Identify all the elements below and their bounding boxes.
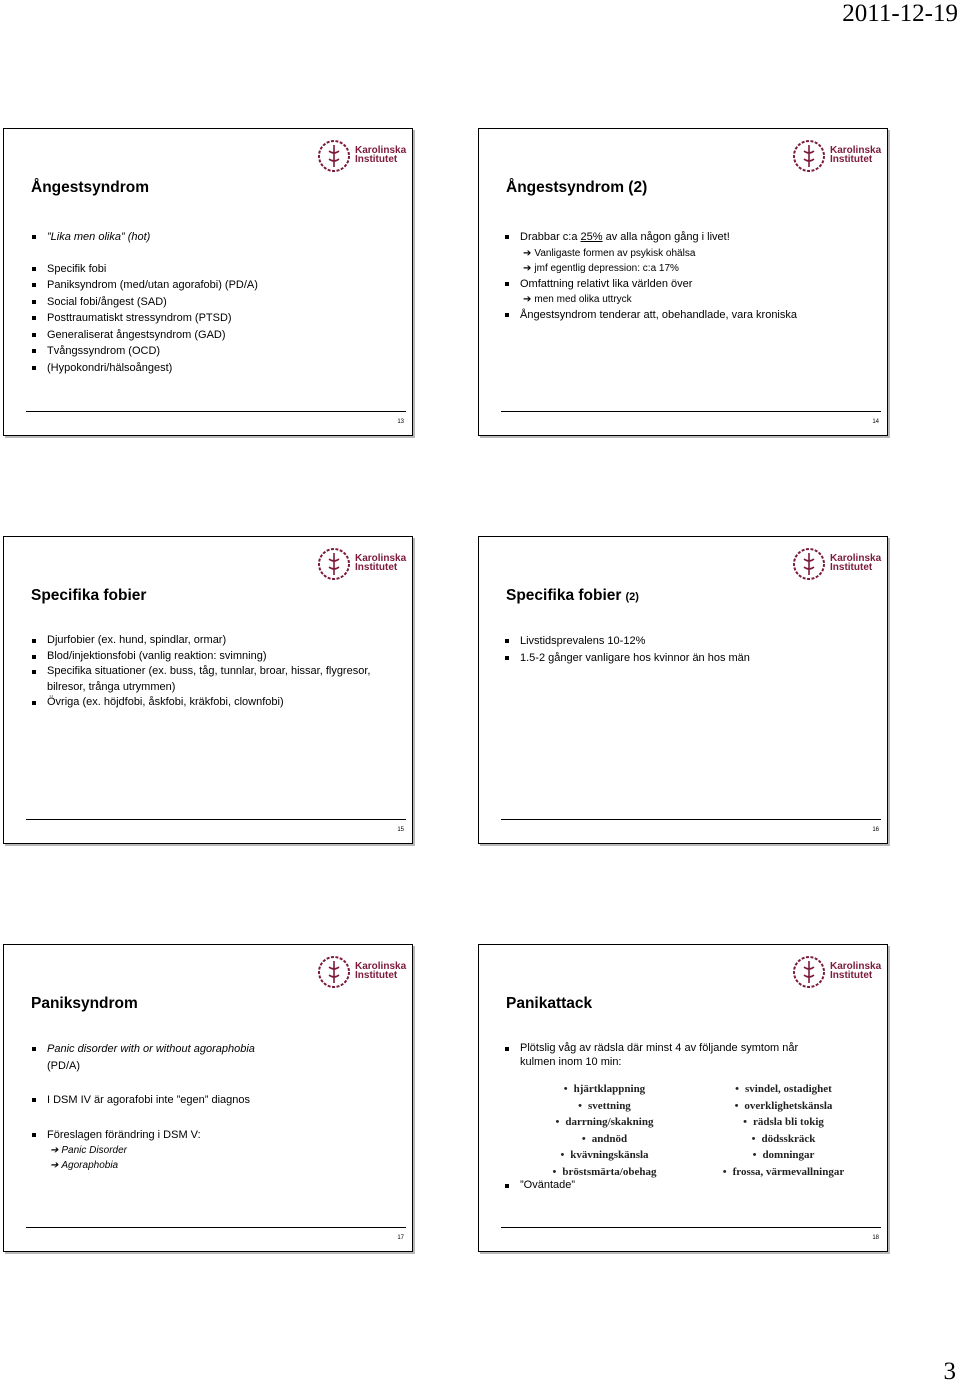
symptom-item: • darrning/skakning — [555, 1116, 654, 1128]
bullet: Generaliserat ångestsyndrom (GAD) — [32, 327, 398, 344]
symptom-item: • svindel, ostadighet — [735, 1083, 832, 1095]
slide-title: Panikattack — [506, 995, 593, 1012]
karolinska-logo — [317, 955, 405, 989]
slide-17 — [3, 944, 413, 1252]
arrow-icon: ➔ — [523, 262, 532, 274]
slide-number: 15 — [397, 827, 404, 833]
slide-title: Specifika fobier — [31, 587, 147, 604]
logo-line2: Institutet — [830, 970, 873, 981]
footer-rule — [501, 1227, 881, 1228]
logo-line1: Karolinska — [355, 553, 407, 564]
symptom-columns — [515, 1081, 873, 1180]
slide-number: 17 — [397, 1235, 404, 1241]
slide-number: 18 — [872, 1235, 879, 1241]
arrow-icon: ➔ — [523, 247, 532, 259]
bullet: Drabbar c:a 25% av alla någon gång i livet! — [505, 229, 873, 246]
symptom-item: • svettning — [578, 1099, 631, 1112]
symptom-item: • hjärtklappning — [563, 1083, 646, 1095]
bullet: Plötslig våg av rädsla där minst 4 av följande symtom når kulmen inom 10 min: — [505, 1041, 873, 1069]
slide-title: Specifika fobier (2) — [506, 587, 639, 604]
slide-title: Ångestsyndrom (2) — [506, 179, 648, 196]
slide-number: 14 — [872, 419, 879, 425]
symptom-item: • frossa, värmevallningar — [722, 1165, 845, 1178]
arrow-icon: ➔ — [50, 1145, 59, 1156]
header-date: 2011-12-19 — [842, 0, 958, 27]
symptom-item: • andnöd — [581, 1132, 628, 1145]
seal-icon — [792, 139, 828, 173]
slide-15 — [3, 536, 413, 844]
karolinska-logo — [792, 547, 880, 581]
symptom-item: • dödsskräck — [751, 1132, 816, 1145]
bullet: Omfattning relativt lika världen över — [505, 276, 873, 293]
seal-icon — [317, 547, 353, 581]
logo-line1: Karolinska — [830, 145, 882, 156]
sub-bullet: ➔ men med olika uttryck — [523, 294, 632, 305]
logo-line2: Institutet — [355, 562, 398, 573]
slide-content — [32, 633, 398, 711]
bullet: Föreslagen förändring i DSM V: — [32, 1127, 398, 1144]
slide-title: Ångestsyndrom — [31, 179, 149, 196]
logo-line1: Karolinska — [355, 961, 407, 972]
footer-rule — [501, 411, 881, 412]
sub-bullet: ➔ Vanligaste formen av psykisk ohälsa — [523, 247, 696, 259]
footer-rule — [26, 1227, 406, 1228]
logo-line1: Karolinska — [355, 145, 407, 156]
bullet: Specifika situationer (ex. buss, tåg, tunnlar, broar, hissar, flygresor, bilresor, trånga utrymmen) — [32, 664, 398, 695]
slide-title-sub: (2) — [625, 591, 639, 603]
karolinska-logo — [317, 139, 405, 173]
slide-content — [32, 1041, 398, 1173]
symptom-column-left — [515, 1081, 694, 1180]
bullet: I DSM IV är agorafobi inte ”egen” diagnos — [32, 1092, 398, 1109]
slide-14 — [478, 128, 888, 436]
sub-bullet: ➔ Agoraphobia — [50, 1160, 119, 1171]
bullet: Tvångssyndrom (OCD) — [32, 343, 398, 360]
footer-rule — [501, 819, 881, 820]
seal-icon — [317, 955, 353, 989]
slide-number: 16 — [872, 827, 879, 833]
seal-icon — [792, 955, 828, 989]
sub-bullet: ➔ Panic Disorder — [50, 1145, 127, 1156]
karolinska-logo — [792, 139, 880, 173]
karolinska-logo — [792, 955, 880, 989]
bullet: Djurfobier (ex. hund, spindlar, ormar) — [32, 633, 398, 649]
bullet: 1.5-2 gånger vanligare hos kvinnor än hos män — [505, 650, 873, 667]
slide-content — [505, 229, 873, 324]
slide-18 — [478, 944, 888, 1252]
bullet: Specifik fobi — [32, 261, 398, 278]
bullet: ”Lika men olika” (hot) — [32, 229, 398, 246]
logo-line1: Karolinska — [830, 961, 882, 972]
symptom-column-right — [694, 1081, 873, 1180]
logo-line2: Institutet — [355, 970, 398, 981]
logo-line1: Karolinska — [830, 553, 882, 564]
karolinska-logo — [317, 547, 405, 581]
bullet: Paniksyndrom (med/utan agorafobi) (PD/A) — [32, 277, 398, 294]
symptom-item: • overklighetskänsla — [734, 1099, 833, 1112]
slide-13 — [3, 128, 413, 436]
slide-content — [32, 229, 398, 376]
footer-rule — [26, 819, 406, 820]
page-number: 3 — [943, 1358, 956, 1385]
bullet: Övriga (ex. höjdfobi, åskfobi, kräkfobi, clownfobi) — [32, 695, 398, 711]
bullet: (Hypokondri/hälsoångest) — [32, 360, 398, 377]
seal-icon — [317, 139, 353, 173]
slide-16 — [478, 536, 888, 844]
bullet: Social fobi/ångest (SAD) — [32, 294, 398, 311]
seal-icon — [792, 547, 828, 581]
logo-line2: Institutet — [355, 154, 398, 165]
bullet: Ångestsyndrom tenderar att, obehandlade, vara kroniska — [505, 307, 873, 324]
arrow-icon: ➔ — [50, 1160, 59, 1171]
sub-bullet: ➔ jmf egentlig depression: c:a 17% — [523, 262, 679, 274]
symptom-item: • domningar — [752, 1149, 815, 1161]
symptom-item: • bröstsmärta/obehag — [552, 1165, 657, 1178]
bullet: ”Oväntade” — [505, 1178, 873, 1192]
bullet: Panic disorder with or without agoraphobia (PD/A) — [32, 1041, 398, 1074]
bullet: Posttraumatiskt stressyndrom (PTSD) — [32, 310, 398, 327]
logo-line2: Institutet — [830, 562, 873, 573]
slide-content — [505, 1041, 873, 1192]
symptom-item: • kvävningskänsla — [560, 1149, 649, 1161]
bullet: Livstidsprevalens 10-12% — [505, 633, 873, 650]
footer-rule — [26, 411, 406, 412]
slide-number: 13 — [397, 419, 404, 425]
logo-line2: Institutet — [830, 154, 873, 165]
slide-content — [505, 633, 873, 666]
arrow-icon: ➔ — [523, 294, 532, 305]
bullet: Blod/injektionsfobi (vanlig reaktion: svimning) — [32, 649, 398, 665]
symptom-item: • rädsla bli tokig — [743, 1116, 824, 1128]
slide-title: Paniksyndrom — [31, 995, 138, 1012]
